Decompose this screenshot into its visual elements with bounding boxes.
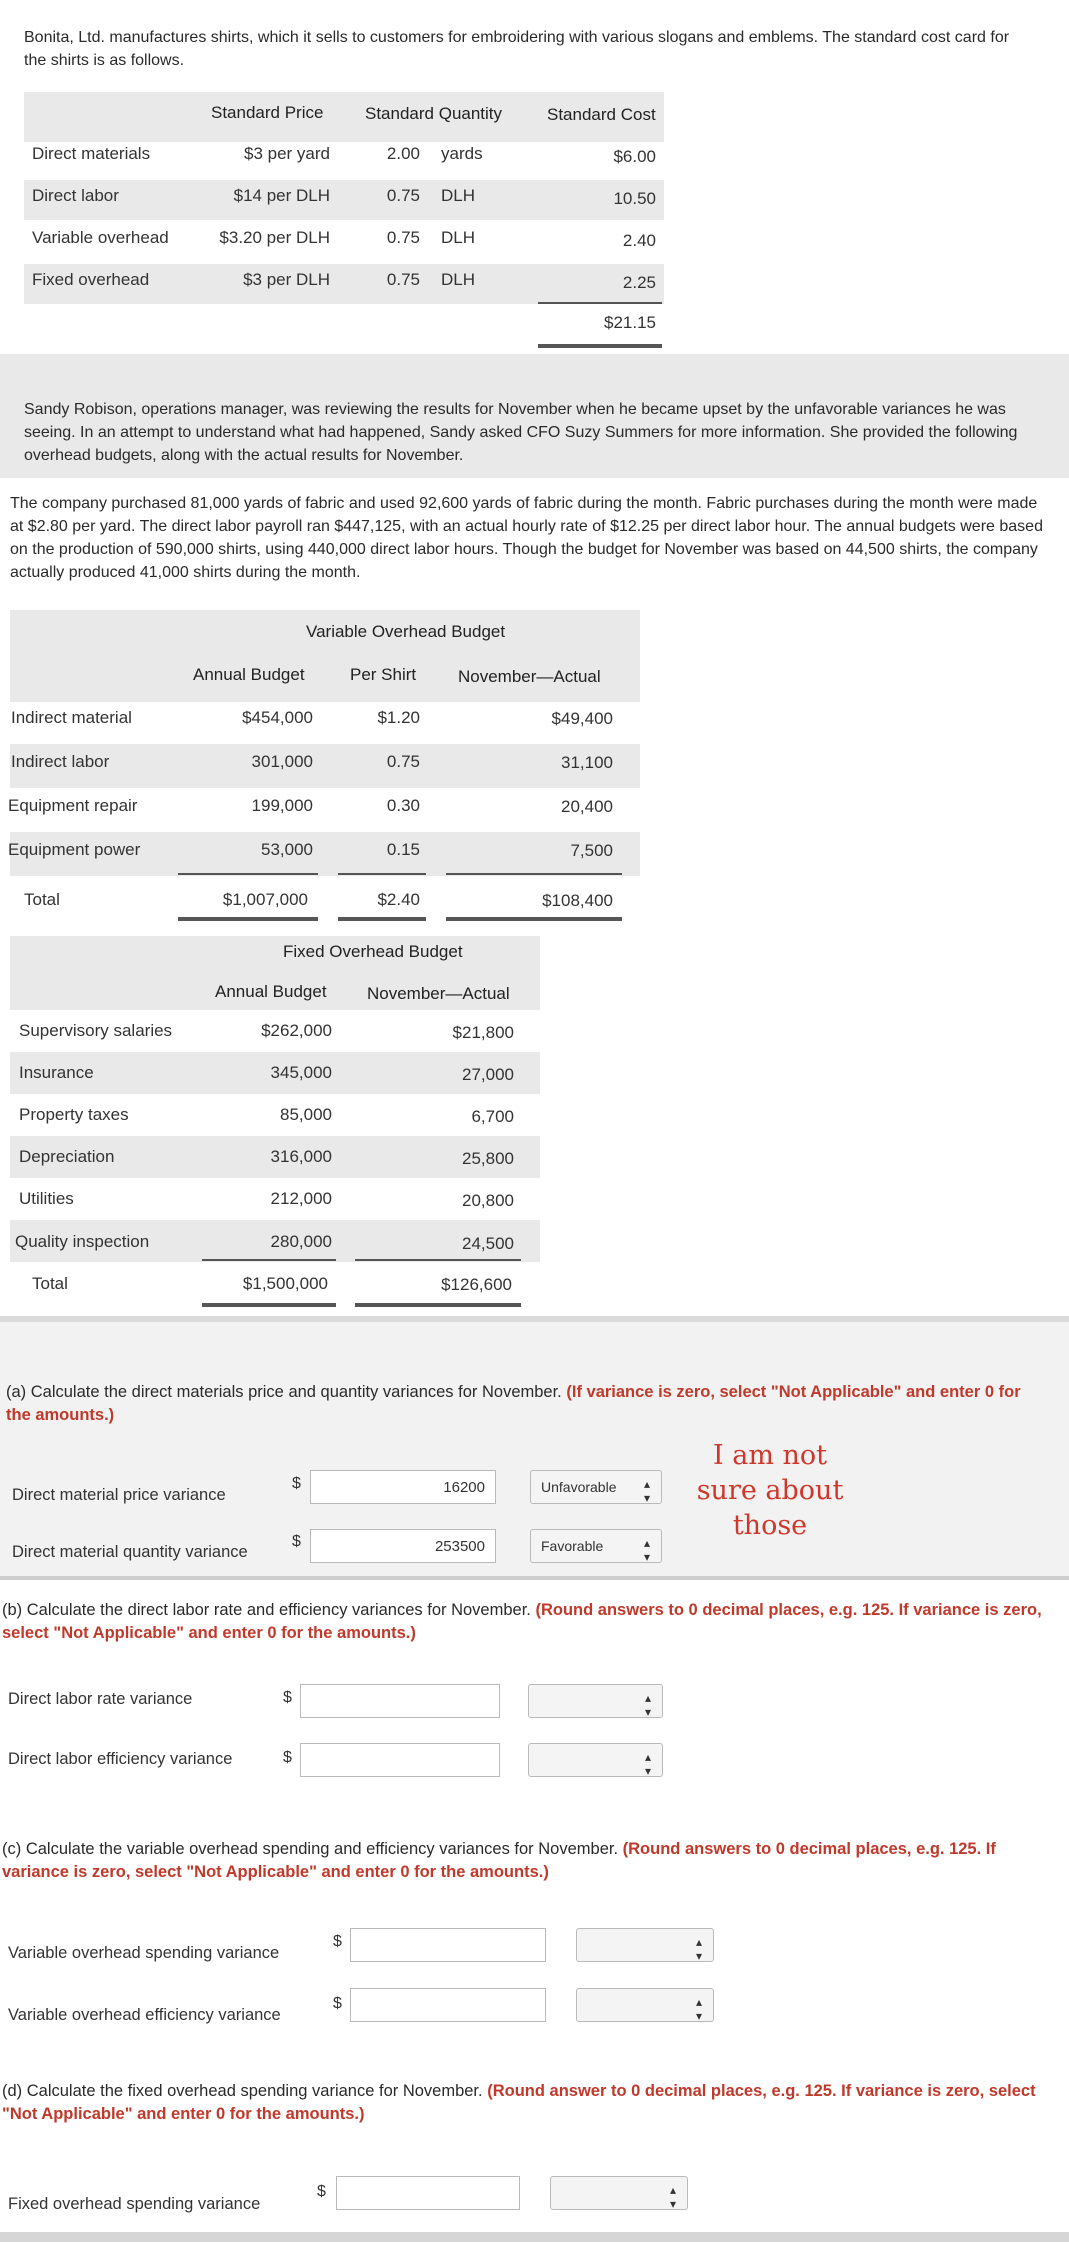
var-row-actual: 20,400 bbox=[561, 797, 613, 816]
var-budget-title: Variable Overhead Budget bbox=[306, 622, 506, 641]
fixed-row-label: Utilities bbox=[19, 1189, 74, 1208]
currency-symbol: $ bbox=[283, 1749, 292, 1766]
variance-type-selected: Favorable bbox=[541, 1538, 604, 1554]
variance-type-select[interactable] bbox=[576, 1988, 714, 2022]
currency-symbol: $ bbox=[283, 1689, 292, 1706]
select-chevron-icon: ▴▾ bbox=[641, 1750, 655, 1778]
fixed-annual-rule bbox=[202, 1259, 336, 1261]
variance-type-select[interactable] bbox=[576, 1928, 714, 1962]
part-a-question bbox=[6, 1381, 1046, 1427]
select-chevron-icon: ▴▾ bbox=[692, 1935, 706, 1963]
variance-amount-input[interactable] bbox=[300, 1743, 500, 1777]
fixed-row-actual: 27,000 bbox=[462, 1065, 514, 1084]
select-chevron-icon: ▴▾ bbox=[666, 2183, 680, 2211]
select-chevron-icon: ▴▾ bbox=[641, 1691, 655, 1719]
part-a-question-note: (If variance is zero, select "Not Applicable" and enter 0 for the amounts.) bbox=[6, 1383, 1021, 1424]
cost-row-price: $3 per DLH bbox=[243, 270, 330, 289]
variance-label: Direct material price variance bbox=[12, 1486, 226, 1504]
var-row-actual: 31,100 bbox=[561, 753, 613, 772]
var-budget-header-annual: Annual Budget bbox=[193, 665, 305, 684]
fixed-total-label: Total bbox=[32, 1274, 68, 1293]
fixed-row-label: Depreciation bbox=[19, 1147, 115, 1166]
story-text-1: Sandy Robison, operations manager, was reviewing the results for November when he became upset by the unfavorable variances he was seeing. In an attempt to understand what had happened, Sandy asked CFO Suzy Summers for more information. She provided the following overhead budgets, along with the actual results for November. bbox=[24, 401, 1018, 464]
var-budget-header-actual: November—Actual bbox=[458, 667, 601, 686]
cost-row-qty: 0.75 bbox=[386, 270, 420, 289]
fixed-row-annual: $262,000 bbox=[261, 1021, 332, 1040]
variance-amount-input[interactable] bbox=[336, 2176, 520, 2210]
currency-symbol: $ bbox=[292, 1533, 301, 1550]
fixed-budget-title: Fixed Overhead Budget bbox=[283, 942, 463, 961]
part-d-question-text: (d) Calculate the fixed overhead spending variance for November. bbox=[2, 2082, 483, 2100]
fixed-row-label: Property taxes bbox=[19, 1105, 129, 1124]
fixed-actual-rule bbox=[355, 1259, 521, 1261]
variance-label: Variable overhead spending variance bbox=[8, 1944, 280, 1962]
bottom-divider bbox=[0, 2232, 1069, 2242]
var-actual-double-rule bbox=[446, 917, 622, 921]
variance-label: Direct labor rate variance bbox=[8, 1690, 193, 1708]
var-row-label: Equipment repair bbox=[8, 796, 138, 815]
currency-symbol: $ bbox=[333, 1933, 342, 1950]
variance-label: Variable overhead efficiency variance bbox=[8, 2006, 281, 2024]
var-row-per: 0.30 bbox=[386, 796, 420, 815]
fixed-budget-header-annual: Annual Budget bbox=[215, 982, 327, 1001]
variance-label: Direct labor efficiency variance bbox=[8, 1750, 233, 1768]
currency-symbol: $ bbox=[317, 2183, 326, 2200]
fixed-actual-double-rule bbox=[355, 1303, 521, 1307]
var-per-rule bbox=[338, 873, 426, 875]
fixed-row-label: Supervisory salaries bbox=[19, 1021, 173, 1040]
cost-card-total-double-rule bbox=[538, 344, 662, 348]
part-a-question-text: (a) Calculate the direct materials price and quantity variances for November. bbox=[6, 1383, 562, 1401]
fixed-row-annual: 212,000 bbox=[270, 1189, 332, 1208]
var-budget-header-per: Per Shirt bbox=[350, 665, 417, 684]
var-actual-rule bbox=[446, 873, 622, 875]
variance-amount-input[interactable] bbox=[350, 1928, 546, 1962]
fixed-budget-header-actual: November—Actual bbox=[367, 984, 510, 1003]
cost-row-unit: DLH bbox=[441, 186, 476, 205]
variance-type-select[interactable] bbox=[528, 1743, 663, 1777]
part-b-question bbox=[2, 1599, 1057, 1645]
cost-row-label: Direct labor bbox=[32, 186, 119, 205]
variance-type-select[interactable] bbox=[530, 1529, 662, 1563]
var-row-annual: 301,000 bbox=[251, 752, 313, 771]
variance-amount-input[interactable] bbox=[300, 1684, 500, 1718]
cost-row-unit: yards bbox=[441, 144, 483, 163]
cost-row-price: $3 per yard bbox=[244, 144, 330, 163]
cost-row-price: $14 per DLH bbox=[233, 186, 330, 205]
fixed-total-annual: $1,500,000 bbox=[242, 1274, 328, 1293]
variance-type-select[interactable] bbox=[530, 1470, 662, 1504]
part-c-question-text: (c) Calculate the variable overhead spending and efficiency variances for November. bbox=[2, 1840, 619, 1858]
cost-row-label: Fixed overhead bbox=[32, 270, 150, 289]
var-row-label: Indirect material bbox=[11, 708, 132, 727]
cost-row-label: Direct materials bbox=[32, 144, 151, 163]
fixed-row-label: Insurance bbox=[19, 1063, 94, 1082]
var-row-per: 0.75 bbox=[386, 752, 420, 771]
part-b-question-text: (b) Calculate the direct labor rate and efficiency variances for November. bbox=[2, 1601, 531, 1619]
cost-card-header-qty: Standard Quantity bbox=[365, 104, 503, 123]
variance-amount-input[interactable]: 253500 bbox=[310, 1529, 496, 1563]
var-per-double-rule bbox=[338, 917, 426, 921]
story-text-2: The company purchased 81,000 yards of fabric and used 92,600 yards of fabric during the month. Fabric purchases during the month were made at $2.80 per yard. The direct labor payroll ran $447,125, with an actual hourly rate of $12.25 per direct labor hour. The annual budgets were based on the production of 590,000 shirts, using 440,000 direct labor hours. Though the budget for November was based on 44,500 shirts, the company actually produced 41,000 shirts during the month. bbox=[10, 495, 1043, 581]
var-row-label: Equipment power bbox=[8, 840, 141, 859]
var-row-annual: 53,000 bbox=[261, 840, 313, 859]
cost-row-qty: 0.75 bbox=[386, 186, 420, 205]
fixed-row-actual: $21,800 bbox=[452, 1023, 514, 1042]
var-row-annual: $454,000 bbox=[242, 708, 313, 727]
cost-card-total: $21.15 bbox=[604, 313, 656, 332]
part-d-question bbox=[2, 2080, 1052, 2126]
cost-row-cost: 10.50 bbox=[613, 189, 656, 208]
fixed-row-actual: 20,800 bbox=[462, 1191, 514, 1210]
cost-card-subtotal-rule bbox=[538, 302, 662, 304]
intro-text: Bonita, Ltd. manufactures shirts, which it sells to customers for embroidering with various slogans and emblems. The standard cost card for the shirts is as follows. bbox=[24, 29, 1010, 69]
fixed-row-annual: 280,000 bbox=[270, 1232, 332, 1251]
cost-row-cost: $6.00 bbox=[613, 147, 656, 166]
part-d-question-note: (Round answer to 0 decimal places, e.g. 125. If variance is zero, select "Not Applicable" and enter 0 for the amounts.) bbox=[2, 2082, 1036, 2123]
currency-symbol: $ bbox=[292, 1475, 301, 1492]
var-total-actual: $108,400 bbox=[542, 891, 613, 910]
var-total-label: Total bbox=[24, 890, 60, 909]
cost-row-unit: DLH bbox=[441, 228, 476, 247]
var-annual-double-rule bbox=[178, 917, 318, 921]
variance-type-select[interactable] bbox=[528, 1684, 663, 1718]
fixed-row-actual: 24,500 bbox=[462, 1234, 514, 1253]
divider-b bbox=[0, 1576, 1069, 1580]
cost-row-cost: 2.25 bbox=[622, 273, 656, 292]
fixed-row-actual: 6,700 bbox=[471, 1107, 514, 1126]
part-c-question-note: (Round answers to 0 decimal places, e.g. 125. If variance is zero, select "Not Applicable" and enter 0 for the amounts.) bbox=[2, 1840, 996, 1881]
variance-label: Fixed overhead spending variance bbox=[8, 2195, 261, 2213]
var-total-annual: $1,007,000 bbox=[222, 890, 308, 909]
var-row-actual: 7,500 bbox=[570, 841, 613, 860]
variance-type-select[interactable] bbox=[550, 2176, 688, 2210]
var-total-per: $2.40 bbox=[377, 890, 420, 909]
variance-label: Direct material quantity variance bbox=[12, 1543, 248, 1561]
cost-row-cost: 2.40 bbox=[622, 231, 656, 250]
fixed-row-label: Quality inspection bbox=[15, 1232, 150, 1251]
fixed-row-actual: 25,800 bbox=[462, 1149, 514, 1168]
cost-row-price: $3.20 per DLH bbox=[219, 228, 330, 247]
cost-row-qty: 0.75 bbox=[386, 228, 420, 247]
fixed-row-annual: 316,000 bbox=[270, 1147, 332, 1166]
fixed-row-annual: 345,000 bbox=[270, 1063, 332, 1082]
select-chevron-icon: ▴▾ bbox=[640, 1536, 654, 1564]
var-row-actual: $49,400 bbox=[551, 709, 613, 728]
part-c-question bbox=[2, 1838, 1052, 1884]
fixed-annual-double-rule bbox=[202, 1303, 336, 1307]
select-chevron-icon: ▴▾ bbox=[692, 1995, 706, 2023]
var-row-per: 0.15 bbox=[386, 840, 420, 859]
var-row-annual: 199,000 bbox=[251, 796, 313, 815]
variance-type-selected: Unfavorable bbox=[541, 1479, 617, 1495]
fixed-total-actual: $126,600 bbox=[441, 1275, 512, 1294]
part-b-question-note: (Round answers to 0 decimal places, e.g. 125. If variance is zero, select "Not Applicable" and enter 0 for the amounts.) bbox=[2, 1601, 1042, 1642]
variance-amount-input[interactable] bbox=[350, 1988, 546, 2022]
handwritten-note: I am not sure about those bbox=[696, 1440, 844, 1541]
variance-amount-input[interactable]: 16200 bbox=[310, 1470, 496, 1504]
currency-symbol: $ bbox=[333, 1995, 342, 2012]
cost-card-header-price: Standard Price bbox=[211, 103, 324, 122]
cost-row-qty: 2.00 bbox=[386, 144, 420, 163]
cost-row-unit: DLH bbox=[441, 270, 476, 289]
select-chevron-icon: ▴▾ bbox=[640, 1477, 654, 1505]
var-row-per: $1.20 bbox=[377, 708, 420, 727]
cost-card-header-cost: Standard Cost bbox=[547, 105, 656, 124]
var-row-label: Indirect labor bbox=[11, 752, 110, 771]
cost-row-label: Variable overhead bbox=[32, 228, 169, 247]
fixed-row-annual: 85,000 bbox=[280, 1105, 332, 1124]
var-annual-rule bbox=[178, 873, 318, 875]
